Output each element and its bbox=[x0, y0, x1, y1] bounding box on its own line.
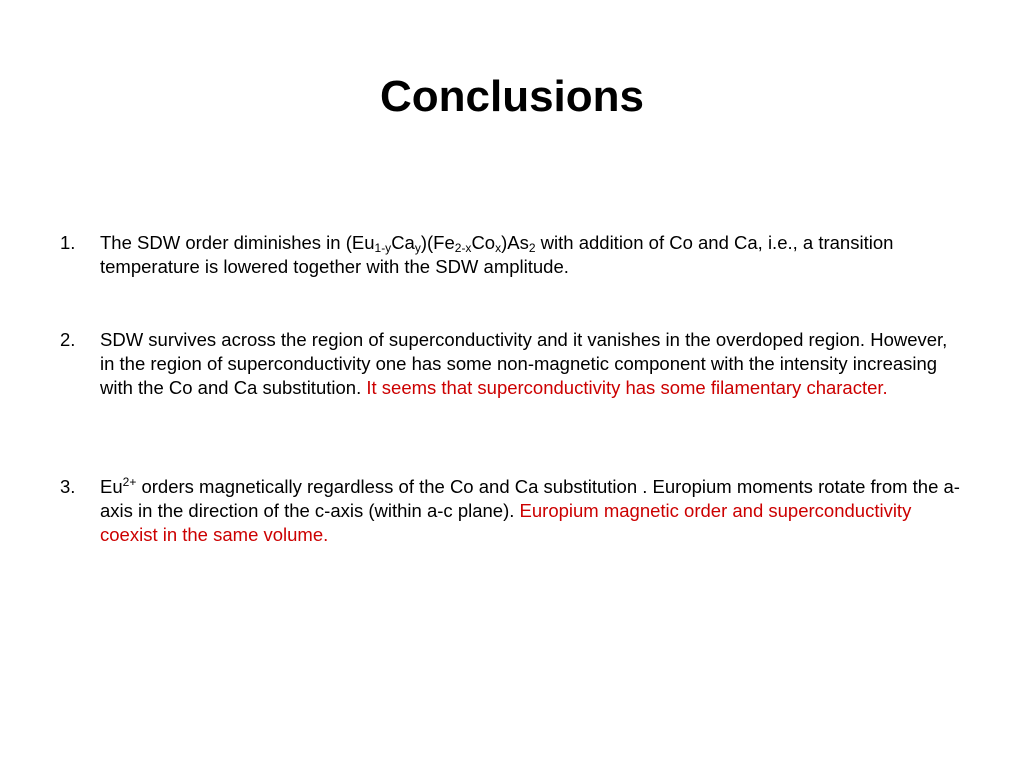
superscript: 2+ bbox=[122, 475, 137, 489]
subscript: x bbox=[495, 241, 502, 255]
text-run: orders magnetically regardless of the Co and Ca substitution . Europium moments rotate from the a-axis in the direction of the c-axis (within a-c plane). bbox=[100, 476, 960, 521]
text-run: SDW survives across the region of superconductivity and it vanishes in the overdoped region. However, in the region of superconductivity one has some non-magnetic component with the intensity increasing with the Co and Ca substitution. bbox=[100, 329, 948, 398]
subscript: 1-y bbox=[374, 241, 392, 255]
subscript: y bbox=[414, 241, 421, 255]
item-text bbox=[100, 328, 960, 400]
subscript: 2-x bbox=[454, 241, 472, 255]
item-text bbox=[100, 231, 960, 279]
item-number: 2. bbox=[60, 329, 76, 350]
conclusion-item-3 bbox=[60, 475, 960, 547]
item-text bbox=[100, 475, 960, 547]
conclusion-item-2 bbox=[60, 328, 960, 400]
text-run: Co bbox=[471, 232, 496, 253]
text-run: Ca bbox=[391, 232, 415, 253]
item-number: 1. bbox=[60, 232, 76, 253]
item-number: 3. bbox=[60, 476, 76, 497]
text-run: The SDW order diminishes in (Eu bbox=[100, 232, 375, 253]
subscript: 2 bbox=[528, 241, 536, 255]
conclusion-item-1 bbox=[60, 231, 960, 279]
text-run: with addition of Co and Ca, i.e., a transition temperature is lowered together with the SDW amplitude. bbox=[100, 232, 894, 277]
text-run: )(Fe bbox=[420, 232, 455, 253]
highlighted-text: Europium magnetic order and superconductivity coexist in the same volume. bbox=[100, 500, 912, 545]
slide-title: Conclusions bbox=[379, 72, 645, 121]
text-run: Eu bbox=[100, 476, 123, 497]
text-run: )As bbox=[501, 232, 529, 253]
highlighted-text: It seems that superconductivity has some filamentary character. bbox=[366, 377, 888, 398]
